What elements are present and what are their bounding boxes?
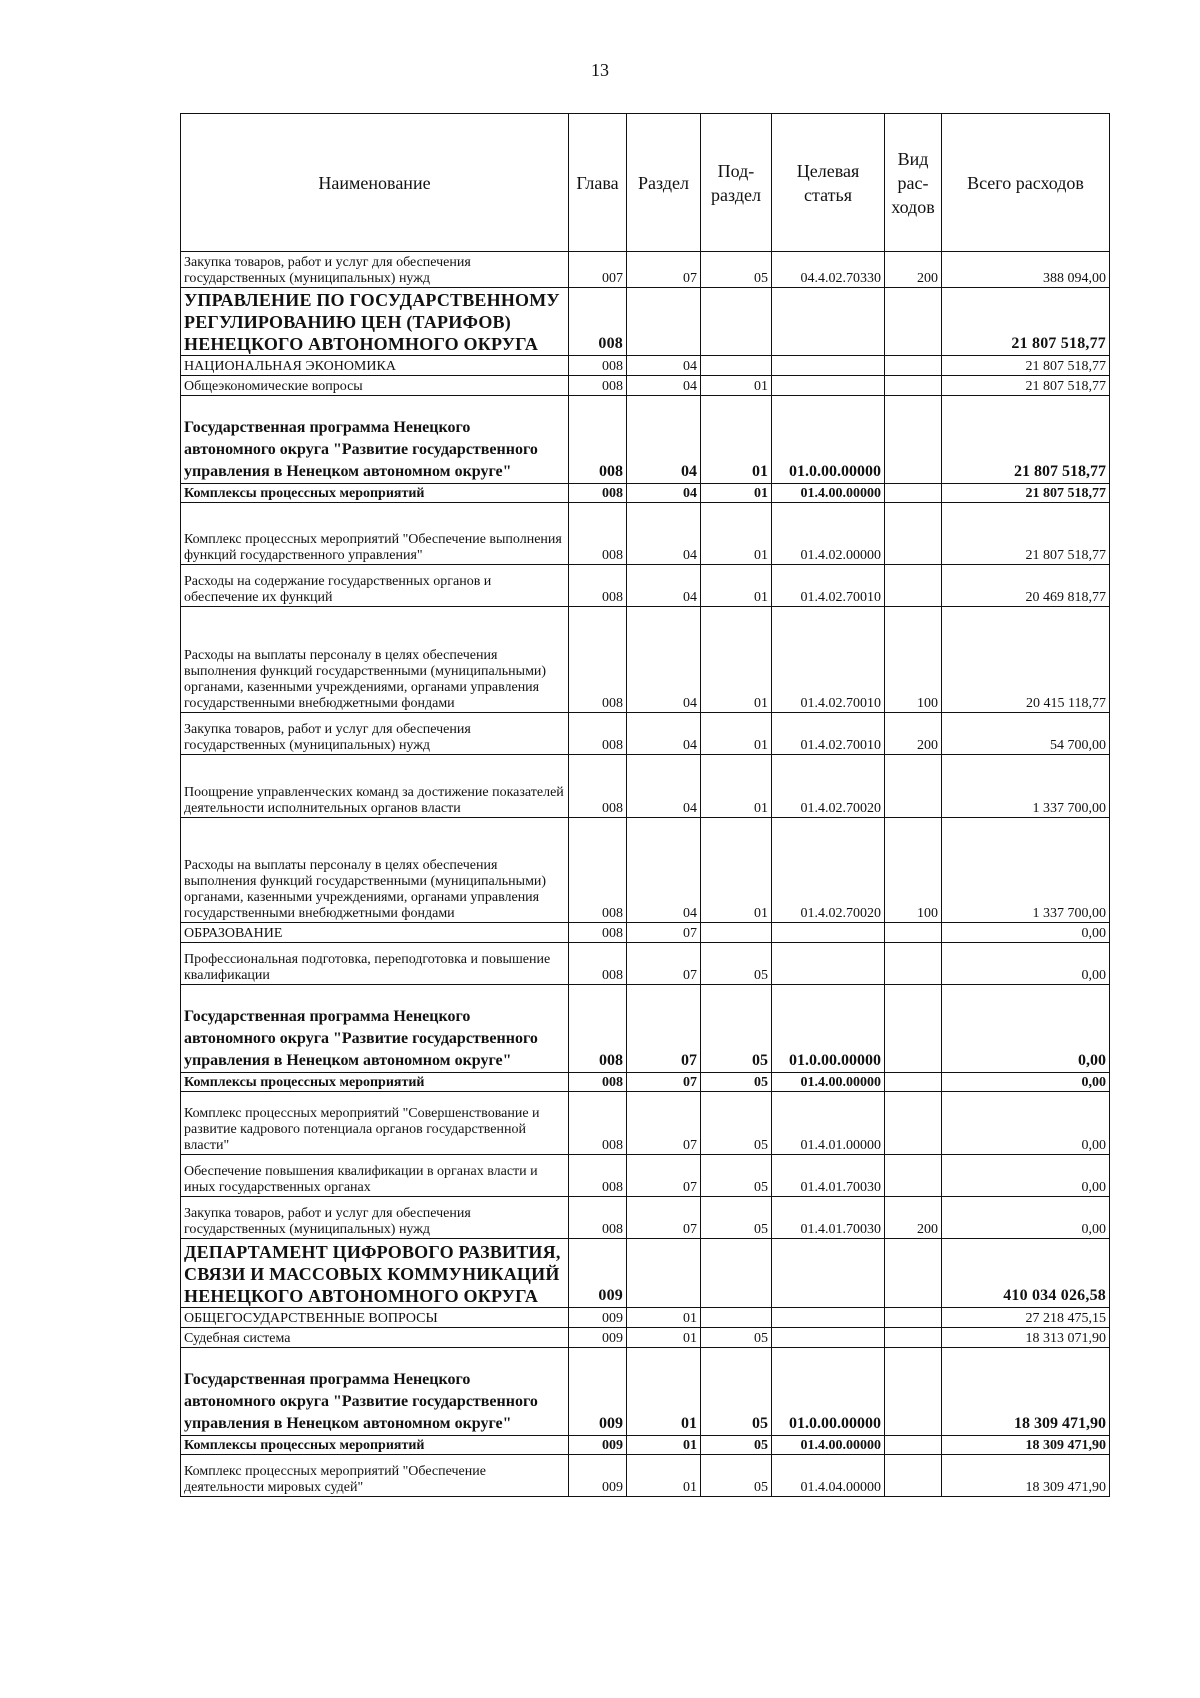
row-type: [885, 288, 942, 356]
row-subsection: 05: [701, 252, 772, 288]
row-name: ДЕПАРТАМЕНТ ЦИФРОВОГО РАЗВИТИЯ, СВЯЗИ И МАССОВЫХ КОММУНИКАЦИЙ НЕНЕЦКОГО АВТОНОМНОГО ОКРУГА: [181, 1239, 569, 1308]
row-section: 01: [627, 1436, 701, 1455]
row-section: 01: [627, 1348, 701, 1436]
row-subsection: [701, 1239, 772, 1308]
row-subsection: 05: [701, 1073, 772, 1092]
row-total: 0,00: [942, 1155, 1110, 1197]
table-row: [181, 1155, 1110, 1197]
row-chapter: 008: [569, 755, 627, 818]
row-total: 0,00: [942, 1197, 1110, 1239]
row-chapter: 008: [569, 376, 627, 396]
table-row: [181, 1197, 1110, 1239]
table-row: [181, 1308, 1110, 1328]
row-section: 04: [627, 607, 701, 713]
table-row: [181, 713, 1110, 755]
row-section: 04: [627, 503, 701, 565]
row-name: Государственная программа Ненецкого автономного округа "Развитие государственного управления в Ненецком автономном округе": [181, 396, 569, 484]
row-chapter: 008: [569, 943, 627, 985]
row-chapter: 008: [569, 565, 627, 607]
header-expense-type: Вид рас-ходов: [885, 114, 942, 252]
row-total: 388 094,00: [942, 252, 1110, 288]
row-section: 04: [627, 713, 701, 755]
row-target: [772, 356, 885, 376]
header-subsection: Под-раздел: [701, 114, 772, 252]
row-type: [885, 376, 942, 396]
row-subsection: 01: [701, 396, 772, 484]
row-total: 20 415 118,77: [942, 607, 1110, 713]
row-type: [885, 1092, 942, 1155]
table-row: [181, 503, 1110, 565]
row-chapter: 008: [569, 818, 627, 923]
row-section: 04: [627, 818, 701, 923]
table-row: [181, 356, 1110, 376]
row-total: 0,00: [942, 923, 1110, 943]
row-chapter: 008: [569, 985, 627, 1073]
row-target: 01.4.00.00000: [772, 1436, 885, 1455]
row-name: Комплексы процессных мероприятий: [181, 484, 569, 503]
row-total: 0,00: [942, 985, 1110, 1073]
row-subsection: 01: [701, 755, 772, 818]
row-type: 100: [885, 607, 942, 713]
row-target: 01.4.02.70020: [772, 818, 885, 923]
row-target: 01.4.02.70020: [772, 755, 885, 818]
row-total: 1 337 700,00: [942, 755, 1110, 818]
row-type: 200: [885, 1197, 942, 1239]
row-type: [885, 503, 942, 565]
row-total: 18 309 471,90: [942, 1348, 1110, 1436]
row-name: Закупка товаров, работ и услуг для обеспечения государственных (муниципальных) нужд: [181, 252, 569, 288]
row-target: 01.4.01.00000: [772, 1092, 885, 1155]
row-total: 0,00: [942, 1073, 1110, 1092]
row-name: Комплекс процессных мероприятий "Обеспечение деятельности мировых судей": [181, 1455, 569, 1497]
row-target: 01.4.02.70010: [772, 607, 885, 713]
table-row: [181, 1455, 1110, 1497]
row-chapter: 008: [569, 607, 627, 713]
row-name: Поощрение управленческих команд за достижение показателей деятельности исполнительных органов власти: [181, 755, 569, 818]
row-total: 18 309 471,90: [942, 1455, 1110, 1497]
row-name: Расходы на содержание государственных органов и обеспечение их функций: [181, 565, 569, 607]
row-total: 20 469 818,77: [942, 565, 1110, 607]
row-subsection: [701, 1308, 772, 1328]
row-target: [772, 923, 885, 943]
row-subsection: 01: [701, 484, 772, 503]
row-chapter: 008: [569, 503, 627, 565]
row-section: 07: [627, 1092, 701, 1155]
row-chapter: 008: [569, 396, 627, 484]
header-chapter: Глава: [569, 114, 627, 252]
row-chapter: 008: [569, 923, 627, 943]
row-subsection: 01: [701, 713, 772, 755]
row-subsection: 01: [701, 818, 772, 923]
row-total: 1 337 700,00: [942, 818, 1110, 923]
row-type: [885, 1436, 942, 1455]
table-row: [181, 923, 1110, 943]
row-section: 04: [627, 396, 701, 484]
row-section: 04: [627, 755, 701, 818]
row-chapter: 009: [569, 1308, 627, 1328]
table-row: [181, 1092, 1110, 1155]
row-chapter: 008: [569, 1197, 627, 1239]
row-name: Комплексы процессных мероприятий: [181, 1436, 569, 1455]
row-target: 01.4.01.70030: [772, 1197, 885, 1239]
row-section: 04: [627, 484, 701, 503]
row-type: [885, 923, 942, 943]
row-total: 21 807 518,77: [942, 288, 1110, 356]
row-type: [885, 1308, 942, 1328]
row-chapter: 009: [569, 1239, 627, 1308]
row-target: 01.4.02.70010: [772, 713, 885, 755]
row-type: [885, 1348, 942, 1436]
row-type: [885, 755, 942, 818]
table-row: [181, 484, 1110, 503]
row-section: 07: [627, 1197, 701, 1239]
row-target: 01.0.00.00000: [772, 1348, 885, 1436]
row-chapter: 009: [569, 1436, 627, 1455]
table-row: [181, 252, 1110, 288]
row-total: 21 807 518,77: [942, 356, 1110, 376]
table-row: [181, 1073, 1110, 1092]
row-name: УПРАВЛЕНИЕ ПО ГОСУДАРСТВЕННОМУ РЕГУЛИРОВАНИЮ ЦЕН (ТАРИФОВ) НЕНЕЦКОГО АВТОНОМНОГО ОКРУГА: [181, 288, 569, 356]
row-total: 21 807 518,77: [942, 484, 1110, 503]
row-section: 07: [627, 1073, 701, 1092]
table-row: [181, 288, 1110, 356]
row-target: 01.0.00.00000: [772, 985, 885, 1073]
row-type: [885, 985, 942, 1073]
row-target: [772, 943, 885, 985]
row-chapter: 008: [569, 1155, 627, 1197]
row-section: 04: [627, 565, 701, 607]
table-row: [181, 943, 1110, 985]
row-type: [885, 1455, 942, 1497]
row-target: [772, 288, 885, 356]
row-subsection: 05: [701, 1155, 772, 1197]
row-subsection: 05: [701, 1092, 772, 1155]
row-section: 07: [627, 985, 701, 1073]
row-type: [885, 1155, 942, 1197]
row-type: [885, 1073, 942, 1092]
row-section: 04: [627, 376, 701, 396]
row-total: 21 807 518,77: [942, 396, 1110, 484]
row-total: 0,00: [942, 1092, 1110, 1155]
row-name: Расходы на выплаты персоналу в целях обеспечения выполнения функций государственными (муниципальными) органами, казенными учреждениями, органами управления государственными внебюджетными фондами: [181, 607, 569, 713]
row-type: [885, 565, 942, 607]
row-name: Государственная программа Ненецкого автономного округа "Развитие государственного управления в Ненецком автономном округе": [181, 985, 569, 1073]
row-chapter: 008: [569, 356, 627, 376]
row-section: 01: [627, 1308, 701, 1328]
row-target: [772, 376, 885, 396]
row-section: 07: [627, 252, 701, 288]
row-chapter: 009: [569, 1455, 627, 1497]
row-target: 01.4.02.70010: [772, 565, 885, 607]
row-total: 21 807 518,77: [942, 376, 1110, 396]
row-name: Общеэкономические вопросы: [181, 376, 569, 396]
header-name: Наименование: [181, 114, 569, 252]
row-total: 18 313 071,90: [942, 1328, 1110, 1348]
table-row: [181, 985, 1110, 1073]
row-name: Судебная система: [181, 1328, 569, 1348]
row-name: НАЦИОНАЛЬНАЯ ЭКОНОМИКА: [181, 356, 569, 376]
row-subsection: 05: [701, 1197, 772, 1239]
row-subsection: 05: [701, 1328, 772, 1348]
row-subsection: 05: [701, 1455, 772, 1497]
table-row: [181, 607, 1110, 713]
row-name: Закупка товаров, работ и услуг для обеспечения государственных (муниципальных) нужд: [181, 1197, 569, 1239]
row-chapter: 008: [569, 288, 627, 356]
row-subsection: 05: [701, 1348, 772, 1436]
row-section: 07: [627, 1155, 701, 1197]
row-chapter: 008: [569, 1092, 627, 1155]
row-section: [627, 1239, 701, 1308]
row-target: 01.4.01.70030: [772, 1155, 885, 1197]
table-row: [181, 1328, 1110, 1348]
row-chapter: 007: [569, 252, 627, 288]
header-section: Раздел: [627, 114, 701, 252]
row-subsection: [701, 923, 772, 943]
budget-table: [180, 113, 1110, 1497]
row-subsection: [701, 288, 772, 356]
table-header-row: [181, 114, 1110, 252]
row-chapter: 009: [569, 1348, 627, 1436]
row-target: 01.0.00.00000: [772, 396, 885, 484]
table-row: [181, 818, 1110, 923]
table-row: [181, 1239, 1110, 1308]
row-target: 01.4.02.00000: [772, 503, 885, 565]
row-chapter: 008: [569, 1073, 627, 1092]
row-subsection: 01: [701, 376, 772, 396]
row-section: [627, 288, 701, 356]
row-total: 410 034 026,58: [942, 1239, 1110, 1308]
row-name: ОБРАЗОВАНИЕ: [181, 923, 569, 943]
row-name: Расходы на выплаты персоналу в целях обеспечения выполнения функций государственными (муниципальными) органами, казенными учреждениями, органами управления государственными внебюджетными фондами: [181, 818, 569, 923]
table-row: [181, 565, 1110, 607]
row-type: [885, 484, 942, 503]
row-target: 01.4.00.00000: [772, 484, 885, 503]
row-chapter: 008: [569, 484, 627, 503]
row-name: Комплекс процессных мероприятий "Обеспечение выполнения функций государственного управления": [181, 503, 569, 565]
row-type: [885, 1239, 942, 1308]
row-target: 04.4.02.70330: [772, 252, 885, 288]
row-type: [885, 1328, 942, 1348]
row-type: [885, 356, 942, 376]
page-number: 13: [591, 60, 609, 80]
row-chapter: 009: [569, 1328, 627, 1348]
row-target: [772, 1328, 885, 1348]
row-target: [772, 1308, 885, 1328]
row-total: 18 309 471,90: [942, 1436, 1110, 1455]
row-name: Государственная программа Ненецкого автономного округа "Развитие государственного управления в Ненецком автономном округе": [181, 1348, 569, 1436]
row-name: Комплекс процессных мероприятий "Совершенствование и развитие кадрового потенциала органов государственной власти": [181, 1092, 569, 1155]
row-total: 27 218 475,15: [942, 1308, 1110, 1328]
row-subsection: 05: [701, 1436, 772, 1455]
row-subsection: 05: [701, 985, 772, 1073]
row-name: Комплексы процессных мероприятий: [181, 1073, 569, 1092]
row-total: 54 700,00: [942, 713, 1110, 755]
row-section: 01: [627, 1328, 701, 1348]
row-subsection: 01: [701, 607, 772, 713]
row-total: 0,00: [942, 943, 1110, 985]
table-row: [181, 1436, 1110, 1455]
row-type: 200: [885, 713, 942, 755]
row-name: Обеспечение повышения квалификации в органах власти и иных государственных органах: [181, 1155, 569, 1197]
row-name: Профессиональная подготовка, переподготовка и повышение квалификации: [181, 943, 569, 985]
table-row: [181, 376, 1110, 396]
row-subsection: [701, 356, 772, 376]
table-row: [181, 1348, 1110, 1436]
row-subsection: 01: [701, 565, 772, 607]
row-section: 01: [627, 1455, 701, 1497]
row-target: 01.4.04.00000: [772, 1455, 885, 1497]
row-type: 100: [885, 818, 942, 923]
row-name: ОБЩЕГОСУДАРСТВЕННЫЕ ВОПРОСЫ: [181, 1308, 569, 1328]
row-total: 21 807 518,77: [942, 503, 1110, 565]
row-type: [885, 396, 942, 484]
row-type: [885, 943, 942, 985]
row-subsection: 05: [701, 943, 772, 985]
row-target: [772, 1239, 885, 1308]
table-row: [181, 755, 1110, 818]
header-target-item: Целевая статья: [772, 114, 885, 252]
row-name: Закупка товаров, работ и услуг для обеспечения государственных (муниципальных) нужд: [181, 713, 569, 755]
row-target: 01.4.00.00000: [772, 1073, 885, 1092]
row-type: 200: [885, 252, 942, 288]
row-section: 04: [627, 356, 701, 376]
header-total: Всего расходов: [942, 114, 1110, 252]
row-subsection: 01: [701, 503, 772, 565]
table-row: [181, 396, 1110, 484]
row-chapter: 008: [569, 713, 627, 755]
row-section: 07: [627, 923, 701, 943]
row-section: 07: [627, 943, 701, 985]
